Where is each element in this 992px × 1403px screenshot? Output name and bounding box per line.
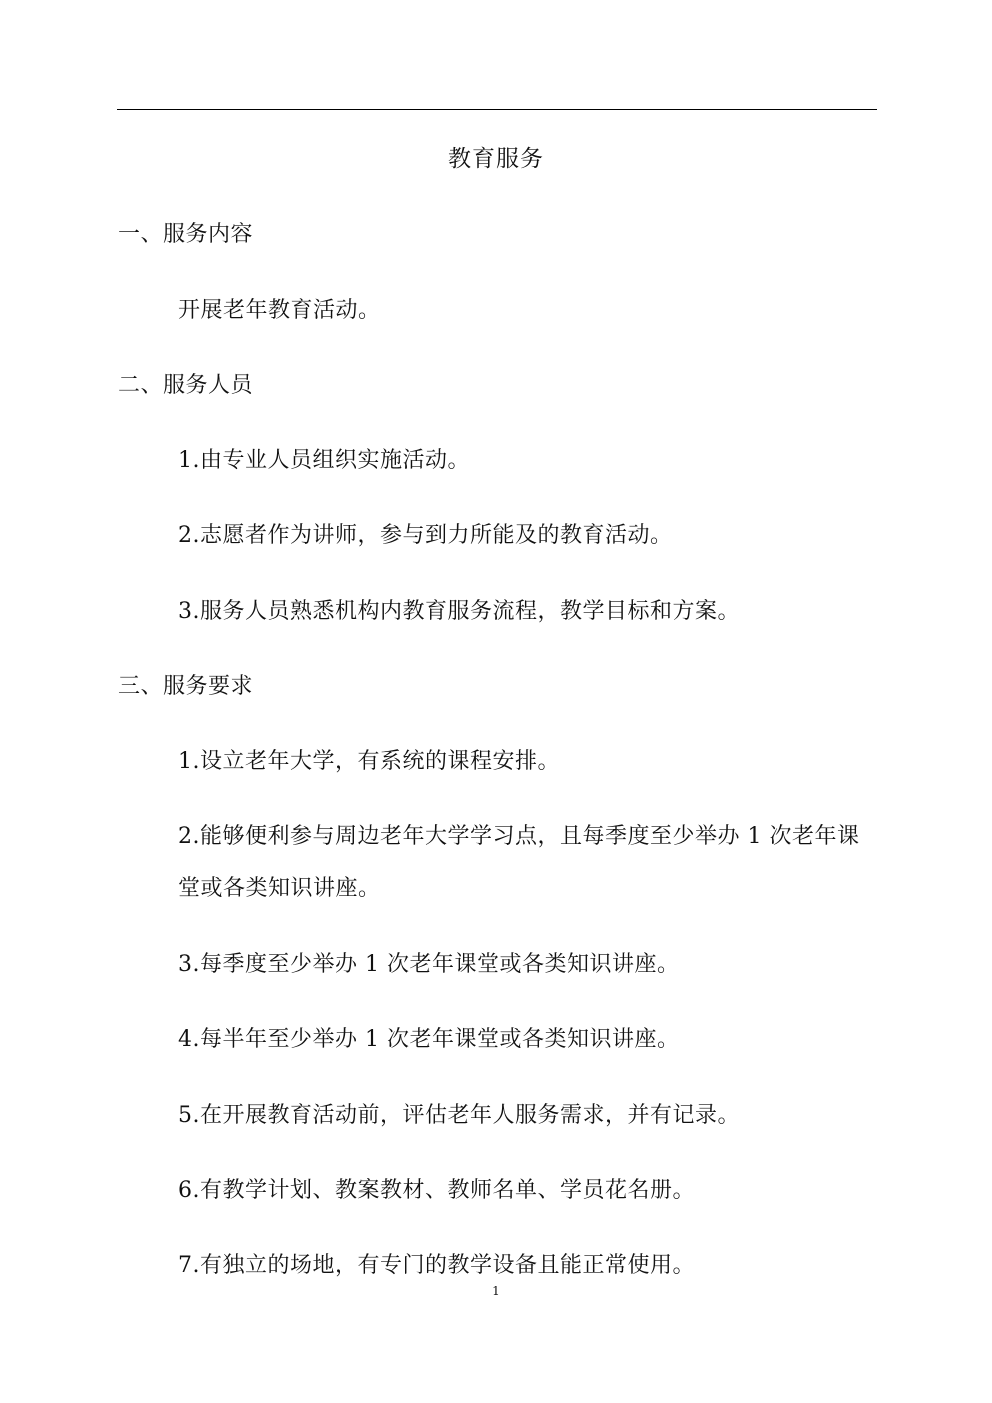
page-number: 1 (492, 1284, 500, 1298)
page-title: 教育服务 (448, 146, 544, 172)
content-line: 开展老年教育活动。 (178, 298, 381, 323)
staff-item-2: 2.志愿者作为讲师，参与到力所能及的教育活动。 (178, 523, 673, 548)
requirement-item-2: 2.能够便利参与周边老年大学学习点，且每季度至少举办 1 次老年课 (178, 824, 860, 849)
staff-item-3: 3.服务人员熟悉机构内教育服务流程，教学目标和方案。 (178, 599, 740, 624)
staff-item-1: 1.由专业人员组织实施活动。 (178, 448, 470, 473)
requirement-item-2-continued: 堂或各类知识讲座。 (178, 876, 381, 901)
requirement-item-5: 5.在开展教育活动前，评估老年人服务需求，并有记录。 (178, 1103, 740, 1128)
section-heading-requirements: 三、服务要求 (118, 674, 254, 699)
requirement-item-6: 6.有教学计划、教案教材、教师名单、学员花名册。 (178, 1178, 695, 1203)
requirement-item-7: 7.有独立的场地，有专门的教学设备且能正常使用。 (178, 1253, 695, 1278)
section-heading-staff: 二、服务人员 (118, 373, 254, 398)
requirement-item-3: 3.每季度至少举办 1 次老年课堂或各类知识讲座。 (178, 952, 680, 977)
requirement-item-4: 4.每半年至少举办 1 次老年课堂或各类知识讲座。 (178, 1027, 680, 1052)
header-rule (117, 109, 877, 110)
section-heading-content: 一、服务内容 (118, 222, 254, 247)
requirement-item-1: 1.设立老年大学，有系统的课程安排。 (178, 749, 560, 774)
